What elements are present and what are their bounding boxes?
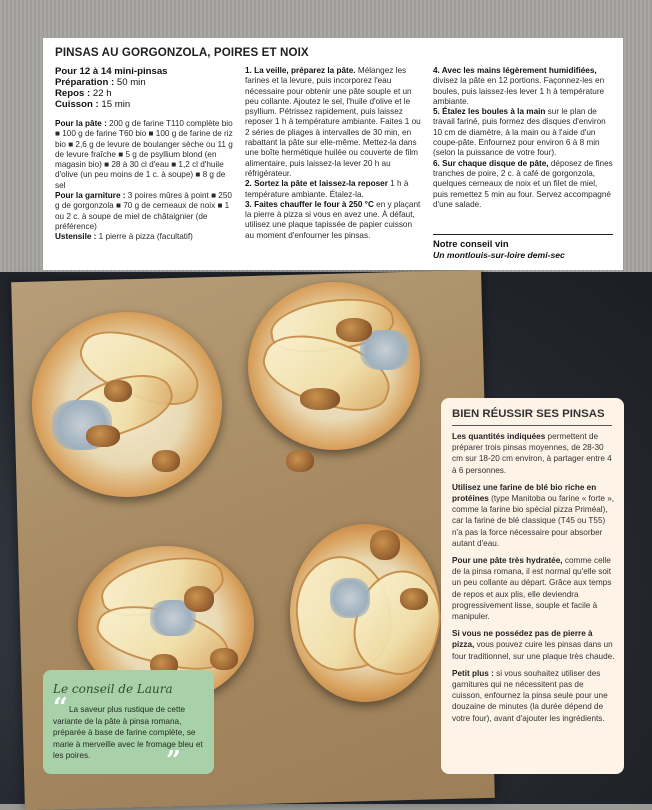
walnut [400, 588, 428, 610]
step-4: 4. Avec les mains légèrement humidifiées, divisez la pâte en 12 portions. Façonnez-les en boules, puis laissez-les lever 1 h à température ambiante. [433, 66, 605, 106]
walnut [300, 388, 340, 410]
laura-tip-text: La saveur plus rustique de cette variante de la pâte à pinsa romana, préparée à base de farine complète, se marie à merveille avec le fromage bleu et les poires. [53, 705, 203, 761]
recipe-title: PINSAS AU GORGONZOLA, POIRES ET NOIX [55, 46, 309, 59]
step-2: 2. Sortez la pâte et laissez-la reposer 1 h à température ambiante. Étalez-la. [245, 179, 409, 199]
recipe-card [43, 38, 623, 270]
tip-paragraph: Pour une pâte très hydratée, comme celle de la pinsa romana, il est normal qu'elle soit un peu collante au départ. Grâce aux temps de repos et aux plis, elle deviendra progressivement lisse, souple et facile à manipuler. [452, 556, 612, 622]
walnut [104, 380, 132, 402]
open-quote-icon: “ [53, 693, 68, 723]
step-3: 3. Faites chauffer le four à 250 °C en y plaçant la pierre à pizza si vous en avez une. À défaut, utilisez une plaque tapissée de papier cuisson au moment d'enfourner les pinsas. [245, 199, 421, 240]
utensil: Ustensile : 1 pierre à pizza (facultatif) [55, 232, 193, 242]
close-quote-icon: ” [166, 746, 181, 776]
dough-ingredients: Pour la pâte : 200 g de farine T110 complète bio ■ 100 g de farine T60 bio ■ 100 g de farine de riz bio ■ 2,6 g de levure de boulanger sèche ou 11 g de levure fraîche ■ 5 g de psyllium blond (en magasin bio) ■ 28 à 30 cl d'eau ■ 1,2 cl d'huile d'olive (un peu moins de 1 c. à soupe) ■ 8 g de sel [55, 119, 233, 190]
walnut [336, 318, 372, 342]
tips-box [441, 398, 624, 774]
laura-tip-box [43, 670, 214, 774]
walnut [286, 450, 314, 472]
walnut [86, 425, 120, 447]
ingredients-column [55, 66, 233, 243]
prep-time: Préparation : 50 min [55, 77, 146, 88]
wine-tip-text: Un montlouis-sur-loire demi-sec [433, 250, 565, 260]
tip-paragraph: Les quantités indiquées permettent de préparer trois pinsas moyennes, de 28-30 cm sur 18-20 cm environ, à partager entre 4 à 6 personnes. [452, 432, 612, 475]
steps-column-2 [433, 66, 613, 210]
tip-paragraph: Utilisez une farine de blé bio riche en protéines (type Manitoba ou farine « forte », comme la farine bio spécial pizza Priméal), car la farine de blé classique (T45 ou T55) n'a pas la force nécessaire pour absorber autant d'eau. [452, 482, 615, 548]
step-6: 6. Sur chaque disque de pâte, déposez de fines tranches de poire, 2 c. à café de gorgonzola, quelques cerneaux de noix et un filet de miel, puis remettez 5 min au four. Servez accompagné d'une salade. [433, 158, 613, 209]
walnut [210, 648, 238, 670]
wine-tip [433, 234, 613, 260]
wine-tip-title: Notre conseil vin [433, 238, 509, 249]
cook-time: Cuisson : 15 min [55, 99, 131, 110]
tips-body [452, 431, 615, 730]
rest-time: Repos : 22 h [55, 88, 112, 99]
laura-tip-title: Le conseil de Laura [53, 682, 173, 696]
step-5: 5. Étalez les boules à la main sur le plan de travail fariné, puis formez des disques d'environ 10 cm de diamètre, à la main ou à l'aide d'un coupe-pâte. Enfournez pour environ 6 à 8 min (selon la puissance de votre four). [433, 107, 606, 158]
tips-title: BIEN RÉUSSIR SES PINSAS [452, 408, 605, 420]
walnut [152, 450, 180, 472]
servings: Pour 12 à 14 mini-pinsas [55, 66, 168, 77]
walnut [370, 530, 400, 560]
tips-divider [452, 425, 612, 426]
steps-column-1 [245, 66, 423, 241]
tip-paragraph: Petit plus : si vous souhaitez utiliser des garnitures qui ne nécessitent pas de cuisson, enfournez la pinsa seule pour une douzaine de minutes (la durée dépend de votre four), avant d'ajouter les ingrédients. [452, 668, 608, 723]
topping-ingredients: Pour la garniture : 3 poires mûres à point ■ 250 g de gorgonzola ■ 70 g de cerneaux de noix ■ 1 ou 2 c. à soupe de miel de châtaignier (de préférence) [55, 191, 232, 231]
walnut [184, 586, 214, 612]
step-1: 1. La veille, préparez la pâte. Mélangez les farines et la levure, puis incorporez l'eau nécessaire pour obtenir une pâte souple et un peu collante. Ajoutez le sel, l'huile d'olive et le psyllium. Pétrissez rapidement, puis laissez reposer 1 h à température ambiante. Faites 1 ou 2 séries de pliages à intervalles de 30 min, en rabattant la pâte sur elle-même. Mettez-la dans une boîte hermétique huilée ou couverte de film alimentaire, puis laissez-la lever 20 h au réfrigérateur. [245, 66, 421, 178]
tip-paragraph: Si vous ne possédez pas de pierre à pizza, vous pouvez cuire les pinsas dans un four traditionnel, sur une plaque très chaude. [452, 629, 615, 661]
gorgonzola [330, 578, 370, 618]
